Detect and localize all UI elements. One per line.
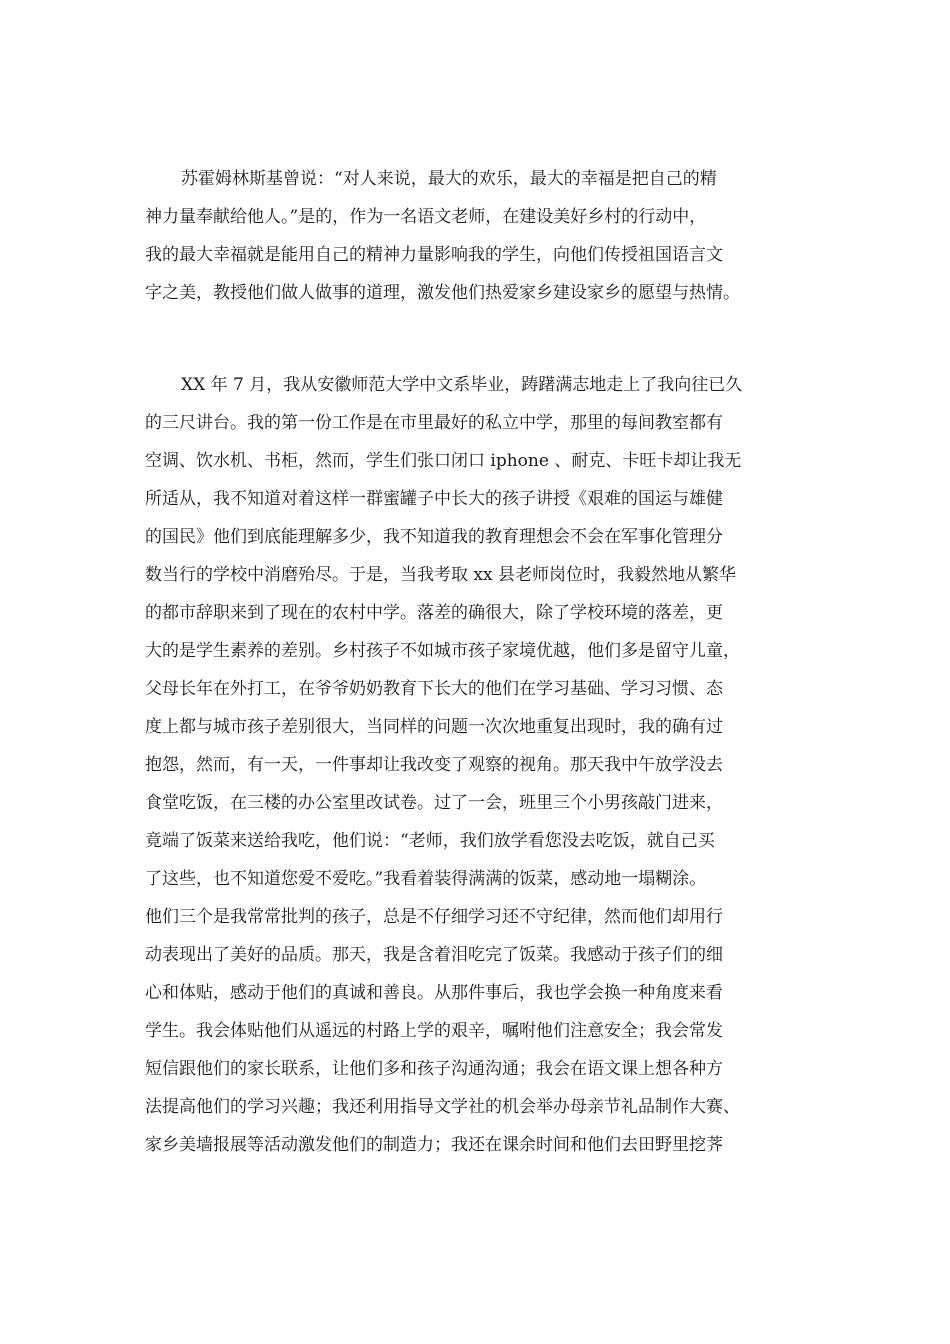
text-line: 我的最大幸福就是能用自己的精神力量影响我的学生，向他们传授祖国语言文 [145,245,723,265]
text-line: 短信跟他们的家长联系，让他们多和孩子沟通沟通；我会在语文课上想各种方 [145,1059,723,1079]
text-line: 了这些，也不知道您爱不爱吃。”我看着装得满满的饭菜，感动地一塌糊涂。 [145,869,707,889]
text-line: 的三尺讲台。我的第一份工作是在市里最好的私立中学，那里的每间教室都有 [145,413,723,433]
text-line: XX 年 7 月，我从安徽师范大学中文系毕业，踌躇满志地走上了我向往已久 [181,375,743,395]
text-line: 神力量奉献给他人。”是的，作为一名语文老师，在建设美好乡村的行动中， [145,207,707,227]
text-line: 法提高他们的学习兴趣；我还利用指导文学社的机会举办母亲节礼品制作大赛、 [145,1097,740,1117]
text-line: 的国民》他们到底能理解多少，我不知道我的教育理想会不会在军事化管理分 [145,527,723,547]
text-line: 的都市辞职来到了现在的农村中学。落差的确很大，除了学校环境的落差，更 [145,603,723,623]
text-line: 苏霍姆林斯基曾说：“对人来说，最大的欢乐，最大的幸福是把自己的精 [181,169,717,189]
text-line: 抱怨，然而，有一天，一件事却让我改变了观察的视角。那天我中午放学没去 [145,755,723,775]
text-line: 食堂吃饭，在三楼的办公室里改试卷。过了一会，班里三个小男孩敲门进来， [145,793,723,813]
text-line: 度上都与城市孩子差别很大，当同样的问题一次次地重复出现时，我的确有过 [145,717,723,737]
text-line: 他们三个是我常常批判的孩子，总是不仔细学习还不守纪律，然而他们却用行 [145,907,723,927]
text-line: 空调、饮水机、书柜，然而，学生们张口闭口 iphone 、耐克、卡旺卡却让我无 [145,451,742,471]
text-line: 心和体贴，感动于他们的真诚和善良。从那件事后，我也学会换一种角度来看 [145,983,723,1003]
paragraph-suhomlinsky-quote [145,160,807,312]
text-line: 学生。我会体贴他们从遥远的村路上学的艰辛，嘱咐他们注意安全；我会常发 [145,1021,723,1041]
text-line: 家乡美墙报展等活动激发他们的制造力；我还在课余时间和他们去田野里挖荠 [145,1135,723,1155]
text-line: 父母长年在外打工，在爷爷奶奶教育下长大的他们在学习基础、学习习惯、态 [145,679,723,699]
text-line: 所适从，我不知道对着这样一群蜜罐子中长大的孩子讲授《艰难的国运与雄健 [145,489,723,509]
paragraph-teaching-story [145,366,807,1164]
text-line: 数当行的学校中消磨殆尽。于是，当我考取 xx 县老师岗位时，我毅然地从繁华 [145,565,736,585]
text-line: 动表现出了美好的品质。那天，我是含着泪吃完了饭菜。我感动于孩子们的细 [145,945,723,965]
text-line: 竟端了饭菜来送给我吃，他们说：“老师，我们放学看您没去吃饭，就自己买 [145,831,715,851]
text-line: 大的是学生素养的差别。乡村孩子不如城市孩子家境优越，他们多是留守儿童， [145,641,740,661]
text-line: 字之美，教授他们做人做事的道理，激发他们热爱家乡建设家乡的愿望与热情。 [145,283,740,303]
